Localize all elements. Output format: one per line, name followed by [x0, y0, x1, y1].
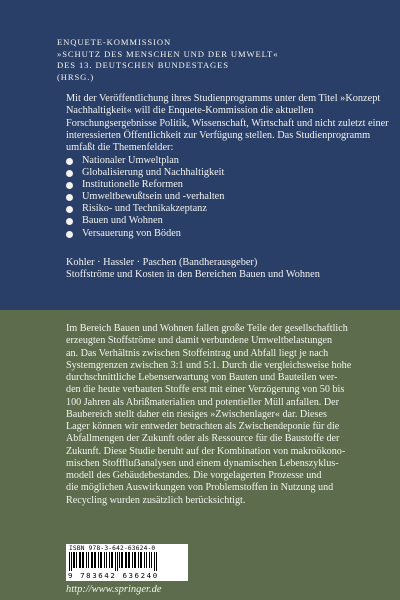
topic-item — [66, 228, 366, 240]
topic-item — [66, 179, 366, 191]
blurb-line: erzeugten Stoffströme und damit verbundene Umweltbelastungen — [66, 335, 333, 347]
blurb-line: modell des Gebäudebestandes. Die vorgelagerten Prozesse und — [66, 470, 322, 481]
publisher-line: DES 13. DEUTSCHEN BUNDESTAGES — [57, 60, 229, 70]
authors-block — [66, 257, 392, 282]
blurb-line: Lager können wir entweder betrachten als Zwischendeponie für die — [66, 421, 340, 432]
publisher-line: (HRSG.) — [57, 71, 95, 82]
topic-item — [66, 167, 366, 179]
intro-paragraph: Mit der Veröffentlichung ihres Studienprogramms unter dem Titel »Konzept Nachhaltigkeit« will die Enquete-Kommission die aktuellen Forschungsergebnisse Politik, Wissenschaft, Wirtschaft und nicht zuletzt einer interessierten Öffentlichkeit zur Verfügung stellen. Das Studienprogramm umfaßt die Themenfelder: — [66, 93, 389, 154]
blurb-line: 100 Jahren als Abrißmaterialien und potentieller Müll anfallen. Der — [66, 396, 340, 408]
authors-line: Kohler · Hassler · Paschen (Bandherausgeber) — [66, 257, 258, 268]
blurb-line: Baubereich stellt daher ein riesiges »Zwischenlager« dar. Dieses — [66, 408, 327, 420]
topic-item — [66, 203, 366, 215]
book-title: Stoffströme und Kosten in den Bereichen Bauen und Wohnen — [66, 269, 320, 281]
barcode-icon — [68, 552, 186, 571]
bullet-icon — [66, 231, 73, 238]
topic-label: Institutionelle Reformen — [82, 179, 183, 191]
blurb-paragraph — [66, 323, 392, 507]
topic-list — [66, 155, 366, 240]
bullet-icon — [66, 206, 73, 213]
topic-label: Bauen und Wohnen — [82, 215, 163, 227]
publisher-line: ENQUETE-KOMMISSION — [57, 37, 172, 47]
blurb-line: Im Bereich Bauen und Wohnen fallen große Teile der gesellschaftlich — [66, 323, 348, 334]
blurb-line: Zukunft. Diese Studie beruht auf der Kombination von makroökono- — [66, 445, 346, 457]
lower-cover-panel — [0, 310, 400, 600]
topic-label: Risiko- und Technikakzeptanz — [82, 203, 207, 215]
isbn-label: ISBN 978-3-642-63624-0 — [69, 545, 156, 552]
publisher-url[interactable]: http://www.springer.de — [66, 584, 162, 595]
publisher-block — [57, 37, 387, 83]
topic-label: Globalisierung und Nachhaltigkeit — [82, 167, 225, 179]
blurb-line: durchschnittliche Lebenserwartung von Bauten und Bauteilen wer- — [66, 372, 338, 383]
blurb-line: die möglichen Auswirkungen von Problemstoffen in Nutzung und — [66, 482, 334, 494]
blurb-line: Systemgrenzen zwischen 3:1 und 5:1. Durch die vergleichsweise hohe — [66, 359, 352, 371]
topic-label: Nationaler Umweltplan — [82, 155, 179, 166]
bullet-icon — [66, 194, 73, 201]
publisher-line: »SCHUTZ DES MENSCHEN UND DER UMWELT« — [57, 48, 279, 59]
topic-label: Umweltbewußtsein und -verhalten — [82, 191, 225, 203]
bullet-icon — [66, 218, 73, 225]
isbn-barcode — [66, 544, 188, 581]
topic-item — [66, 215, 366, 227]
bullet-icon — [66, 170, 73, 177]
topic-item — [66, 191, 366, 203]
topic-label: Versauerung von Böden — [82, 227, 181, 239]
blurb-line: Abfallmengen der Zukunft oder als Ressource für die Baustoffe der — [66, 433, 340, 445]
blurb-line: Recycling wurden zusätzlich berücksichtigt. — [66, 494, 246, 506]
blurb-line: mischen Stofffluẞanalysen und einem dynamischen Lebenszyklus- — [66, 457, 339, 469]
bullet-icon — [66, 182, 73, 189]
blurb-line: den die heute verbauten Stoffe erst mit einer Verzögerung von 50 bis — [66, 384, 345, 396]
blurb-line: an. Das Verhältnis zwischen Stoffeintrag und Abfall liegt je nach — [66, 347, 329, 359]
barcode-digits: 9 783642 636240 — [68, 571, 159, 580]
topic-item — [66, 155, 366, 167]
bullet-icon — [66, 158, 73, 165]
